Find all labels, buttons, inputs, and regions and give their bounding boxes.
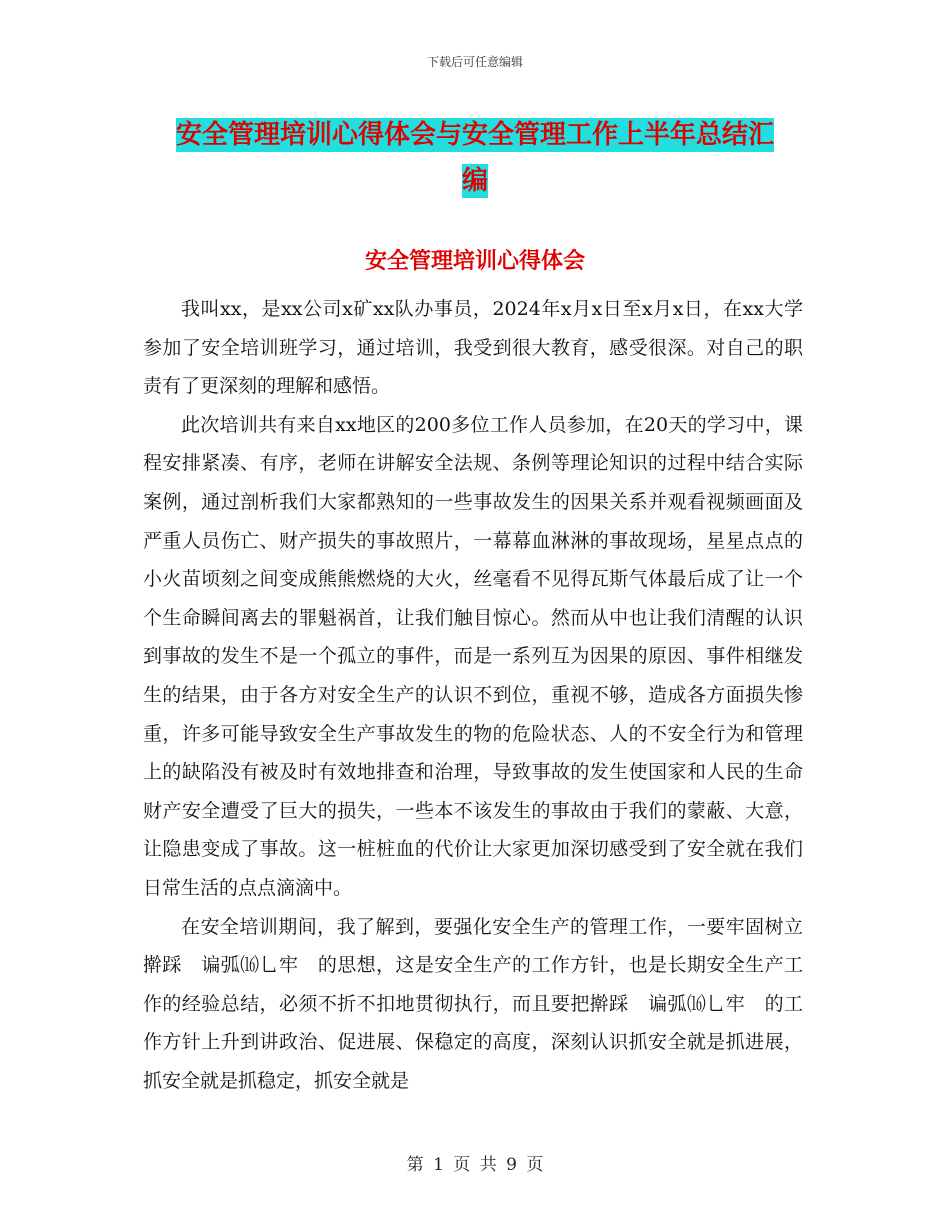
document-title-line-2: 编 xyxy=(461,166,488,196)
paragraph-3: 在安全培训期间，我了解到，要强化安全生产的管理工作，一要牢固树立擀踩 谝弧⒃乚牢 的思想，这是安全生产的工作方针，也是长期安全生产工作的经验总结，必须不折不扣地贯彻执行，而且要把擀踩 谝弧⒃乚牢 的工作方针上升到讲政治、促进展、保稳定的高度，深刻认识抓安全就是抓进展，抓安全就是抓稳定，抓安全就是 xyxy=(143,915,803,1092)
document-title-line-1: 安全管理培训心得体会与安全管理工作上半年总结汇 xyxy=(175,120,774,150)
body-text xyxy=(143,290,803,1100)
page-number-footer: 第 1 页 共 9 页 xyxy=(406,1155,544,1175)
paragraph-2: 此次培训共有来自xx地区的200多位工作人员参加，在20天的学习中，课程安排紧凑、有序，老师在讲解安全法规、条例等理论知识的过程中结合实际案例，通过剖析我们大家都熟知的一些事故发生的因果关系并观看视频画面及严重人员伤亡、财产损失的事故照片，一幕幕血淋淋的事故现场，星星点点的小火苗顷刻之间变成熊熊燃烧的大火，丝毫看不见得瓦斯气体最后成了让一个个生命瞬间离去的罪魁祸首，让我们触目惊心。然而从中也让我们清醒的认识到事故的发生不是一个孤立的事件，而是一系列互为因果的原因、事件相继发生的结果，由于各方对安全生产的认识不到位，重视不够，造成各方面损失惨重，许多可能导致安全生产事故发生的物的危险状态、人的不安全行为和管理上的缺陷没有被及时有效地排查和治理，导致事故的发生使国家和人民的生命财产安全遭受了巨大的损失，一些本不该发生的事故由于我们的蒙蔽、大意，让隐患变成了事故。这一桩桩血的代价让大家更加深切感受到了安全就在我们日常生活的点点滴滴中。 xyxy=(143,413,803,899)
paragraph-1: 我叫xx，是xx公司x矿xx队办事员，2024年x月x日至x月x日，在xx大学参加了安全培训班学习，通过培训，我受到很大教育，感受很深。对自己的职责有了更深刻的理解和感悟。 xyxy=(143,298,803,398)
section-title: 安全管理培训心得体会 xyxy=(364,249,585,274)
header-note: 下载后可任意编辑 xyxy=(426,55,523,69)
document-title xyxy=(150,112,800,204)
